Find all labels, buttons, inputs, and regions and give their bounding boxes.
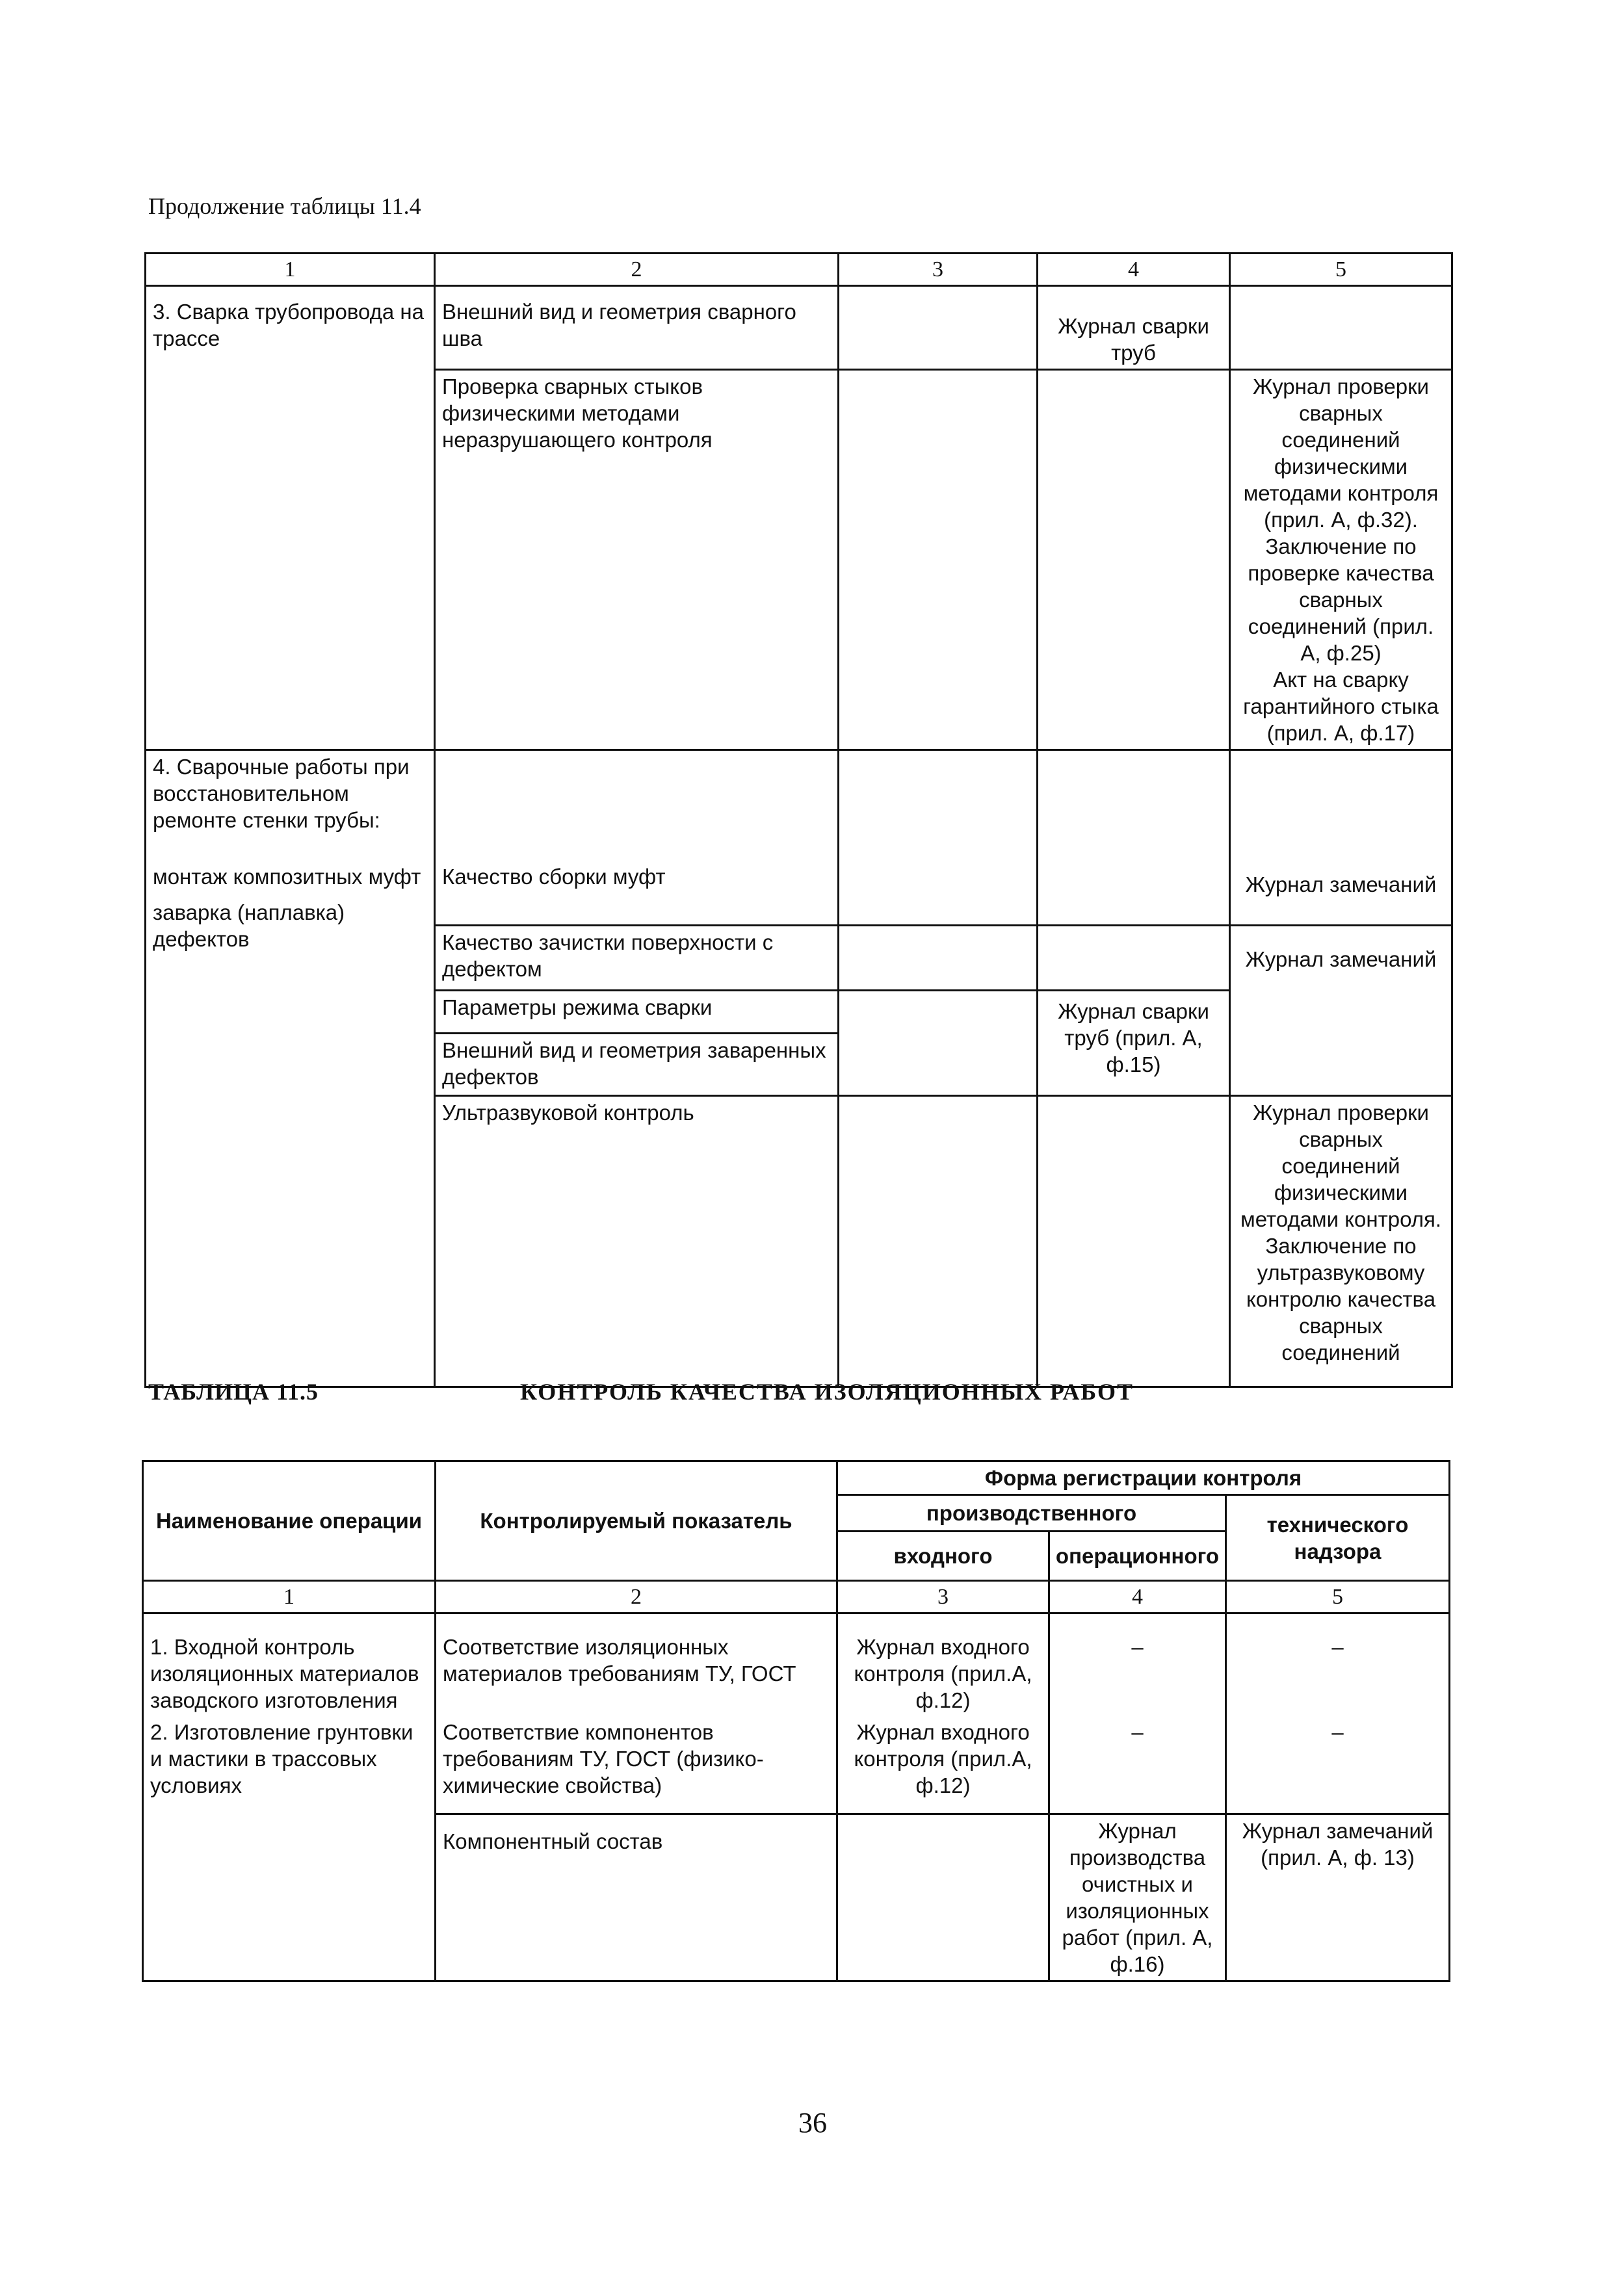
- sub-operation: заварка (наплавка) дефектов: [153, 900, 345, 951]
- table-11-5: [142, 1460, 1450, 1982]
- log-text: Акт на сварку гарантийного стыка (прил. А, ф.17): [1243, 668, 1439, 745]
- continuation-title: Продолжение таблицы 11.4: [148, 193, 421, 219]
- col-number: 5: [1230, 254, 1452, 286]
- empty-cell: [839, 926, 1038, 991]
- log-text: Журнал проверки сварных соединений физическими методами контроля.: [1240, 1101, 1441, 1231]
- log-cell: Журнал замечаний: [1230, 926, 1452, 1096]
- operation-cell: [146, 861, 435, 1387]
- operation-cell: 1. Входной контроль изоляционных материалов заводского изготовления: [143, 1613, 436, 1717]
- operational-cell: Журнал производства очистных и изоляционных работ (прил. А, ф.16): [1049, 1814, 1226, 1981]
- col-number: 3: [837, 1581, 1049, 1613]
- empty-cell: [1038, 1096, 1230, 1387]
- operation-cell: 3. Сварка трубопровода на трассе: [146, 286, 435, 750]
- operation-cell: 4. Сварочные работы при восстановительном ремонте стенки трубы:: [146, 750, 435, 861]
- indicator-cell: Ультразвуковой контроль: [435, 1096, 839, 1387]
- col-number: 4: [1049, 1581, 1226, 1613]
- empty-cell: [839, 286, 1038, 370]
- col-number: 5: [1226, 1581, 1450, 1613]
- column-number-row: [143, 1581, 1450, 1613]
- col-number: 2: [436, 1581, 837, 1613]
- log-text: Журнал проверки сварных соединений физическими методами контроля (прил. А, ф.32).: [1243, 374, 1439, 532]
- column-number-row: [146, 254, 1452, 286]
- indicator-cell: Качество зачистки поверхности с дефектом: [435, 926, 839, 991]
- empty-cell: [1038, 861, 1230, 926]
- log-cell: [1230, 1096, 1452, 1387]
- page-number: 36: [798, 2107, 827, 2139]
- header-row: [143, 1461, 1450, 1495]
- indicator-cell: Компонентный состав: [436, 1814, 837, 1981]
- col-number: 1: [146, 254, 435, 286]
- table-row: [143, 1613, 1450, 1717]
- input-cell: Журнал входного контроля (прил.А, ф.12): [837, 1613, 1049, 1717]
- operational-cell: –: [1049, 1716, 1226, 1814]
- table-label: ТАБЛИЦА 11.5: [148, 1379, 319, 1405]
- table-row: [146, 286, 1452, 370]
- input-cell: [837, 1814, 1049, 1981]
- operational-cell: –: [1049, 1613, 1226, 1717]
- empty-cell: [839, 861, 1038, 926]
- log-cell: Журнал замечаний: [1230, 861, 1452, 926]
- empty-cell: [1230, 286, 1452, 370]
- table-title: КОНТРОЛЬ КАЧЕСТВА ИЗОЛЯЦИОННЫХ РАБОТ: [520, 1379, 1134, 1405]
- log-text: Заключение по ультразвуковому контролю качества сварных соединений: [1246, 1234, 1436, 1364]
- empty-cell: [1038, 750, 1230, 861]
- operation-cell: 2. Изготовление грунтовки и мастики в трассовых условиях: [143, 1716, 436, 1981]
- log-text: Заключение по проверке качества сварных соединений (прил. А, ф.25): [1248, 534, 1434, 665]
- indicator-cell: Параметры режима сварки: [435, 991, 839, 1034]
- empty-cell: [839, 750, 1038, 861]
- empty-cell: [1038, 370, 1230, 750]
- col-number: 2: [435, 254, 839, 286]
- table-row: [143, 1716, 1450, 1814]
- col-number: 4: [1038, 254, 1230, 286]
- empty-cell: [839, 991, 1038, 1096]
- header-technical: технического надзора: [1226, 1495, 1450, 1581]
- indicator-cell: Качество сборки муфт: [435, 861, 839, 926]
- sub-operation: монтаж композитных муфт: [153, 864, 421, 889]
- technical-cell: –: [1226, 1716, 1450, 1814]
- indicator-cell: Внешний вид и геометрия заваренных дефектов: [435, 1034, 839, 1096]
- log-cell: Журнал сварки труб: [1038, 286, 1230, 370]
- empty-cell: [839, 1096, 1038, 1387]
- col-number: 1: [143, 1581, 436, 1613]
- col-number: 3: [839, 254, 1038, 286]
- empty-cell: [1230, 750, 1452, 861]
- log-cell: Журнал сварки труб (прил. А, ф.15): [1038, 991, 1230, 1096]
- table-row: [146, 861, 1452, 926]
- technical-cell: Журнал замечаний (прил. А, ф. 13): [1226, 1814, 1450, 1981]
- header-operation: Наименование операции: [143, 1461, 436, 1581]
- log-cell: [1230, 370, 1452, 750]
- empty-cell: [435, 750, 839, 861]
- table-11-4: [144, 252, 1453, 1388]
- indicator-cell: Внешний вид и геометрия сварного шва: [435, 286, 839, 370]
- table-row: [146, 750, 1452, 861]
- empty-cell: [839, 370, 1038, 750]
- technical-cell: –: [1226, 1613, 1450, 1717]
- empty-cell: [1038, 926, 1230, 991]
- indicator-cell: Соответствие компонентов требованиям ТУ, ГОСТ (физико-химические свойства): [436, 1716, 837, 1814]
- indicator-cell: Проверка сварных стыков физическими методами неразрушающего контроля: [435, 370, 839, 750]
- header-operational: операционного: [1049, 1532, 1226, 1581]
- header-production: производственного: [837, 1495, 1226, 1532]
- header-indicator: Контролируемый показатель: [436, 1461, 837, 1581]
- input-cell: Журнал входного контроля (прил.А, ф.12): [837, 1716, 1049, 1814]
- header-input: входного: [837, 1532, 1049, 1581]
- header-form: Форма регистрации контроля: [837, 1461, 1450, 1495]
- indicator-cell: Соответствие изоляционных материалов требованиям ТУ, ГОСТ: [436, 1613, 837, 1717]
